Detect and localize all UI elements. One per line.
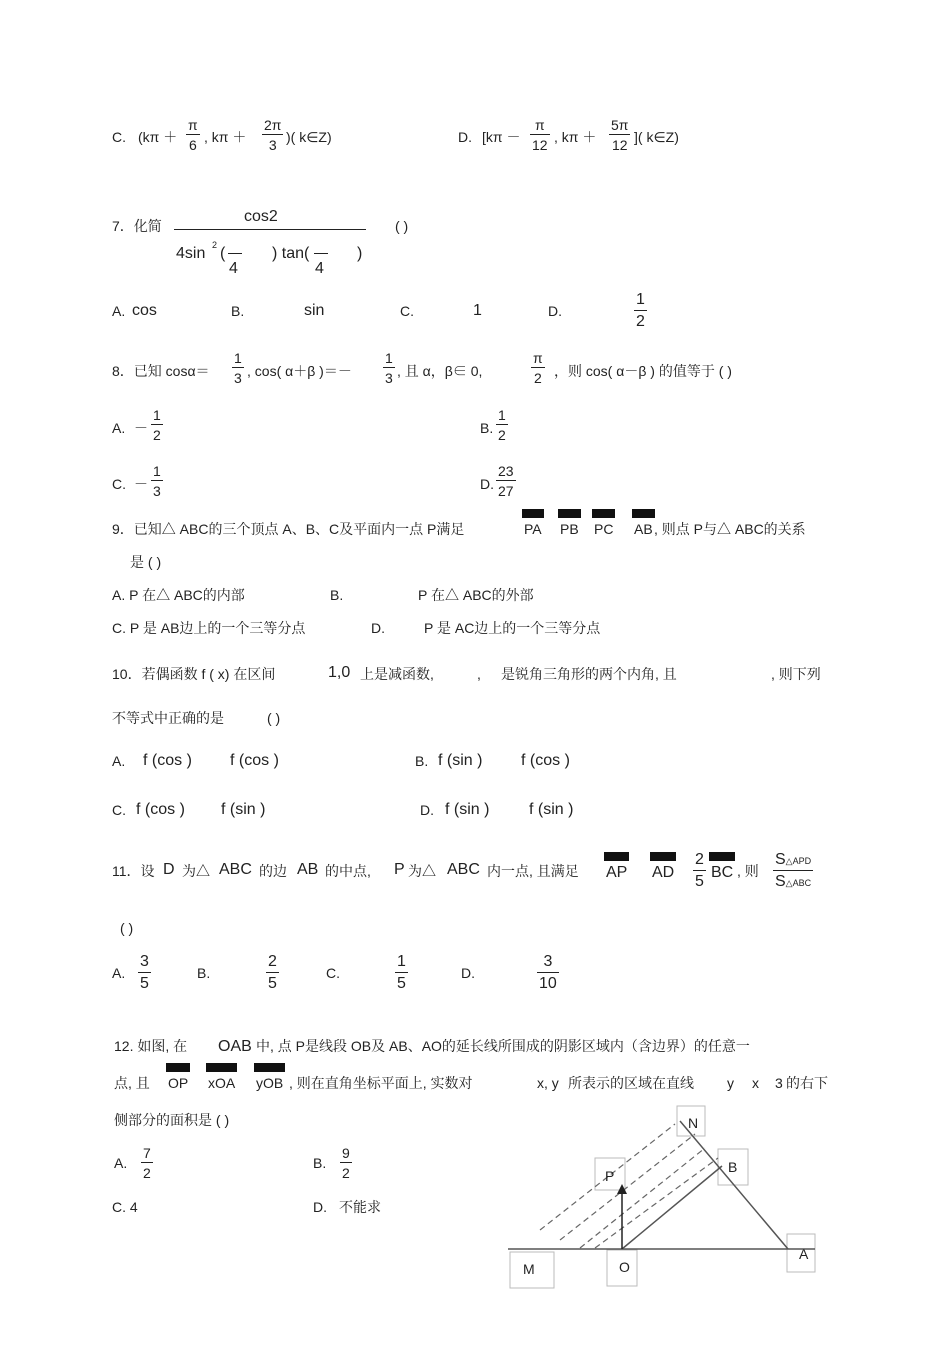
q7-den-frac2-den: 4 <box>315 260 324 277</box>
q7-option-b-label: B. <box>231 303 245 319</box>
q9-option-b: P 在△ ABC的外部 <box>418 587 534 603</box>
q10-stem: 10．若偶函数 f ( x) 在区间 <box>112 666 276 682</box>
q6-option-d-frac2 <box>609 118 630 152</box>
q11-option-c-label: C. <box>326 965 340 981</box>
q8-tail: ，则 cos( α－β ) 的值等于 ( ) <box>554 363 732 379</box>
q12-line3: 侧部分的面积是 ( ) <box>114 1112 230 1128</box>
q11-vector-bc: BC <box>711 864 734 881</box>
q12-xy: x, y <box>537 1075 559 1091</box>
q6-option-c-label: C. <box>112 129 126 145</box>
label-m: M <box>523 1261 535 1277</box>
q7-den-sup: 2 <box>212 240 218 250</box>
q8-f2-den: 3 <box>385 370 393 386</box>
q12-vector-xoa: xOA <box>208 1075 236 1091</box>
q12-line2-d: 的右下 <box>786 1075 828 1091</box>
q8-frac3 <box>531 351 545 385</box>
q7-answer-paren: ( ) <box>395 218 409 234</box>
q11-d-den: 10 <box>539 975 557 992</box>
q8-c-den: 3 <box>153 483 161 499</box>
q11-abc: ABC <box>219 861 252 878</box>
q6-option-d-label: D. <box>458 129 472 145</box>
q12-line2-c: 所表示的区域在直线 <box>568 1075 694 1091</box>
q7-den-frac1-den: 4 <box>229 260 238 277</box>
q6-d-f1-num: π <box>530 118 550 135</box>
q11-stem-d: 的中点, <box>325 863 371 879</box>
q8-f3-den: 2 <box>533 370 542 386</box>
q12-b-den: 2 <box>342 1165 350 1181</box>
label-b: B <box>728 1159 738 1175</box>
q6-option-d-mid: , kπ ＋ <box>554 129 597 145</box>
q12-option-a-label: A. <box>114 1155 128 1171</box>
q8-option-a-sign: － <box>134 420 148 436</box>
q12-a-num: 7 <box>143 1145 151 1161</box>
q7-stem: 7．化简 <box>112 218 162 234</box>
q8-a-den: 2 <box>153 427 161 443</box>
q11-option-a-frac <box>138 954 151 992</box>
q8-f1-den: 3 <box>234 370 242 386</box>
q12-option-d-label: D. <box>313 1199 327 1215</box>
q9-option-b-label: B. <box>330 587 344 603</box>
q10-option-d-right: f (sin ) <box>529 801 574 818</box>
q6-d-f2-den: 12 <box>611 137 628 153</box>
q12-stem-a: 12. 如图, 在 <box>114 1038 188 1054</box>
q12-option-b-frac <box>340 1146 352 1180</box>
q11-ab: AB <box>297 861 319 878</box>
q7-option-b-value: sin <box>304 302 325 319</box>
q8-d-den: 27 <box>498 483 514 499</box>
q8-option-c-label: C. <box>112 476 126 492</box>
q12-line-3: 3 <box>775 1075 783 1091</box>
q10-option-d-left: f (sin ) <box>445 801 490 818</box>
q11-area-ratio <box>773 852 813 890</box>
q8-b-num: 1 <box>498 407 506 423</box>
q8-mid2: , 且 α，β∈ 0, <box>397 363 483 379</box>
q8-mid1: , cos( α＋β )＝－ <box>247 363 352 379</box>
q8-f3-num: π <box>533 350 543 366</box>
label-a: A <box>799 1246 809 1262</box>
q11-d-num: 3 <box>537 954 559 973</box>
q8-f2-num: 1 <box>385 350 393 366</box>
q10-mid: 上是减函数, <box>360 666 434 682</box>
q8-option-d-frac <box>496 464 516 498</box>
q6-option-d-frac1 <box>530 118 550 152</box>
q10-option-c-right: f (sin ) <box>221 801 266 818</box>
q9-stem: 9．已知△ ABC的三个顶点 A、B、C及平面内一点 P满足 <box>112 521 465 537</box>
q10-comma: , <box>477 666 481 682</box>
q7-d-num: 1 <box>634 292 647 311</box>
q11-point-d: D <box>163 861 175 878</box>
q8-c-num: 1 <box>153 463 161 479</box>
q8-f1-num: 1 <box>234 350 242 366</box>
label-p: P <box>605 1168 615 1184</box>
q8-option-b-frac <box>496 408 508 442</box>
q7-den-frac1-bar <box>228 253 242 254</box>
q7-den-c: ) tan( <box>272 245 310 262</box>
q8-b-den: 2 <box>498 427 506 443</box>
q11-stem-c: 的边 <box>259 863 287 879</box>
q9-vector-pb: PB <box>560 521 579 537</box>
line-na <box>680 1121 788 1249</box>
q9-vector-ab: AB <box>634 521 653 537</box>
q10-tail: , 则下列 <box>771 666 821 682</box>
q11-b-den: 5 <box>268 975 277 992</box>
q7-d-den: 2 <box>636 313 645 330</box>
q10-option-a-label: A. <box>112 753 126 769</box>
q10-mid2: 是锐角三角形的两个内角, 且 <box>501 666 677 682</box>
q11-stem-e: 为△ <box>408 863 436 879</box>
q12-oab: OAB <box>218 1038 252 1055</box>
q11-paren: ( ) <box>120 920 134 936</box>
q11-point-p: P <box>394 861 405 878</box>
q10-option-b-right: f (cos ) <box>521 752 570 769</box>
q11-c-den: 5 <box>397 975 406 992</box>
q6-option-c-close: )( k∈Z) <box>286 129 332 145</box>
q12-line-y: y <box>727 1075 734 1091</box>
q11-frac-num: 2 <box>693 852 706 871</box>
q7-option-a-value: cos <box>132 302 157 319</box>
q11-ratio-den-sub: △ABC <box>785 878 812 888</box>
label-o: O <box>619 1259 630 1275</box>
q10-option-b-label: B. <box>415 753 429 769</box>
q11-abc2: ABC <box>447 861 480 878</box>
q6-option-c-frac1 <box>186 118 200 152</box>
q10-option-d-label: D. <box>420 802 434 818</box>
q11-a-num: 3 <box>138 954 151 973</box>
label-n: N <box>688 1115 699 1131</box>
q11-ratio-num-sub: △APD <box>785 856 812 866</box>
q7-numerator: cos2 <box>244 208 278 225</box>
q9-option-d-label: D. <box>371 620 385 636</box>
q10-option-a-left: f (cos ) <box>143 752 192 769</box>
q8-stem: 8．已知 cosα＝ <box>112 363 210 379</box>
q6-option-d-open: [kπ － <box>482 129 521 145</box>
q11-a-den: 5 <box>140 975 149 992</box>
q7-fraction-bar <box>174 229 366 230</box>
q11-stem-b: 为△ <box>182 863 210 879</box>
q7-den-frac2-bar <box>314 253 328 254</box>
q9-vector-pa: PA <box>524 521 542 537</box>
q8-frac1 <box>232 351 244 385</box>
q6-c-f1-den: 6 <box>188 137 197 153</box>
q12-line2-b: , 则在直角坐标平面上, 实数对 <box>289 1075 473 1091</box>
q11-option-b-label: B. <box>197 965 211 981</box>
q9-tail: , 则点 P与△ ABC的关系 <box>654 521 806 537</box>
q8-option-c-frac <box>151 464 163 498</box>
q10-option-a-right: f (cos ) <box>230 752 279 769</box>
q11-option-c-frac <box>395 954 408 992</box>
q12-stem-b: 中, 点 P是线段 OB及 AB、AO的延长线所围成的阴影区域内（含边界）的任意一 <box>256 1038 750 1054</box>
q8-frac2 <box>383 351 395 385</box>
q8-d-num: 23 <box>498 463 514 479</box>
q7-den-e: ) <box>357 245 363 262</box>
q12-line2-a: 点, 且 <box>114 1075 150 1091</box>
q6-c-f2-den: 3 <box>268 137 277 153</box>
q11-stem-a: 11．设 <box>112 863 155 879</box>
q6-c-f1-num: π <box>188 117 198 133</box>
q7-den-a: 4sin <box>176 245 206 262</box>
q11-vector-ap: AP <box>606 864 628 881</box>
q8-option-a-label: A. <box>112 420 126 436</box>
line-ob <box>622 1166 722 1249</box>
q12-option-b-label: B. <box>313 1155 327 1171</box>
q10-option-b-left: f (sin ) <box>438 752 483 769</box>
q11-c-num: 1 <box>395 954 408 973</box>
q11-stem-f: 内一点, 且满足 <box>487 863 579 879</box>
q9-line2: 是 ( ) <box>130 554 162 570</box>
q11-then: , 则 <box>737 863 759 879</box>
q10-interval: 1,0 <box>328 664 351 681</box>
q12-a-den: 2 <box>143 1165 151 1181</box>
q7-option-d-label: D. <box>548 303 562 319</box>
q11-ratio-den-s: S <box>775 873 786 890</box>
q11-option-b-frac <box>266 954 279 992</box>
q12-option-a-frac <box>141 1146 153 1180</box>
q11-option-d-frac <box>537 954 559 992</box>
q9-option-a: A. P 在△ ABC的内部 <box>112 587 245 603</box>
q9-option-d: P 是 AC边上的一个三等分点 <box>424 620 601 636</box>
q7-option-d-frac <box>634 292 647 330</box>
q12-option-c: C. 4 <box>112 1199 138 1215</box>
q8-a-num: 1 <box>153 407 161 423</box>
q12-b-num: 9 <box>342 1145 350 1161</box>
q6-option-c-open: (kπ ＋ <box>138 129 178 145</box>
q7-option-c-value: 1 <box>473 302 482 319</box>
q10-option-c-left: f (cos ) <box>136 801 185 818</box>
q10-line2: 不等式中正确的是 <box>112 710 224 726</box>
q8-option-b-label: B. <box>480 420 494 436</box>
q9-option-c: C. P 是 AB边上的一个三等分点 <box>112 620 306 636</box>
q7-den-b: ( <box>220 245 226 262</box>
q6-option-d-close: ]( k∈Z) <box>634 129 679 145</box>
q8-option-d-label: D. <box>480 476 494 492</box>
q8-option-c-sign: － <box>134 476 148 492</box>
q6-d-f1-den: 12 <box>532 137 548 153</box>
q6-option-c-frac2 <box>262 118 283 152</box>
q11-ratio-num-s: S <box>775 851 786 868</box>
q11-vector-ad: AD <box>652 864 675 881</box>
q11-frac-den: 5 <box>695 873 704 890</box>
q11-frac <box>693 852 706 890</box>
q8-option-a-frac <box>151 408 163 442</box>
q12-geometry-figure <box>500 1100 830 1295</box>
q12-line-x: x <box>752 1075 759 1091</box>
q6-option-c-mid: , kπ ＋ <box>204 129 247 145</box>
q11-option-a-label: A. <box>112 965 126 981</box>
q12-vector-op: OP <box>168 1075 189 1091</box>
q11-option-d-label: D. <box>461 965 475 981</box>
q6-d-f2-num: 5π <box>611 117 629 133</box>
q12-option-d: 不能求 <box>339 1199 381 1215</box>
q6-c-f2-num: 2π <box>264 117 282 133</box>
q7-option-a-label: A. <box>112 303 126 319</box>
q7-option-c-label: C. <box>400 303 414 319</box>
q12-vector-yob: yOB <box>256 1075 284 1091</box>
q10-option-c-label: C. <box>112 802 126 818</box>
q11-b-num: 2 <box>266 954 279 973</box>
q10-paren: ( ) <box>267 710 281 726</box>
q9-vector-pc: PC <box>594 521 614 537</box>
